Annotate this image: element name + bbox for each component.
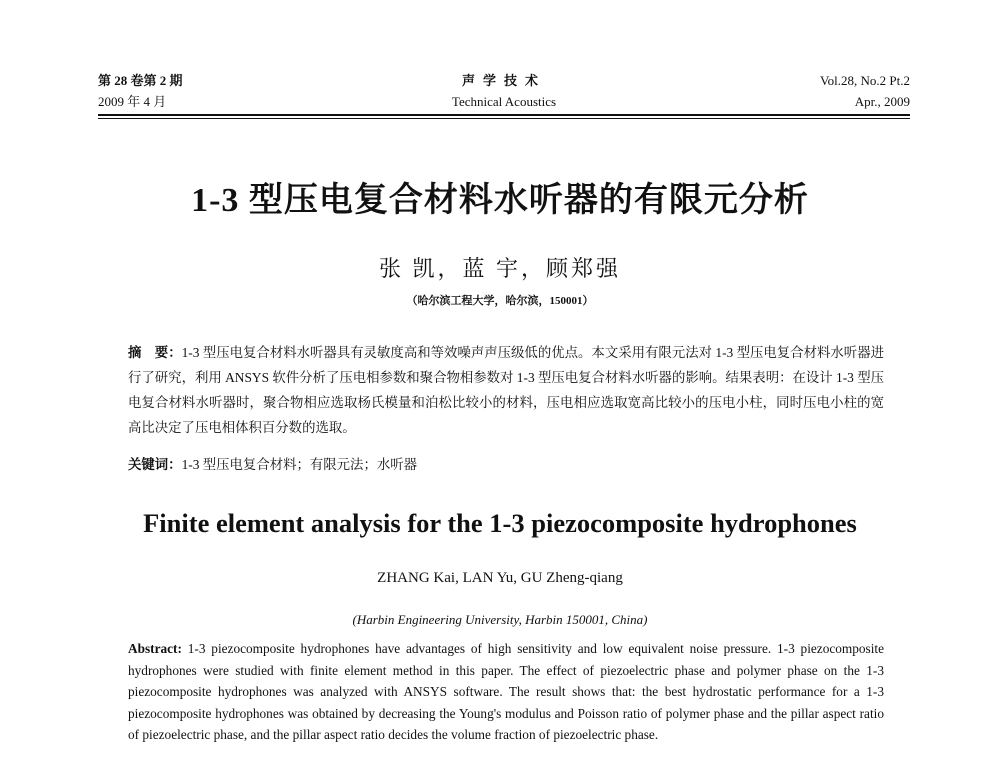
volume-issue-en: Vol.28, No.2 Pt.2 <box>819 73 910 88</box>
affiliation-cn: （哈尔滨工程大学，哈尔滨，150001） <box>406 295 594 307</box>
keywords-cn <box>128 455 884 475</box>
journal-volume-en <box>820 70 910 112</box>
paper-title-en: Finite element analysis for the 1-3 piezocomposite hydrophones <box>143 508 857 538</box>
header-rule-thin <box>98 118 910 119</box>
abstract-cn-label: 摘 要： <box>128 345 182 360</box>
affiliation-en: (Harbin Engineering University, Harbin 150001, China) <box>352 612 648 627</box>
journal-name-cn: 声学技术 <box>461 73 546 88</box>
keywords-cn-label: 关键词： <box>128 457 182 472</box>
header-rule-thick <box>98 114 910 116</box>
abstract-cn-text: 1-3 型压电复合材料水听器具有灵敏度高和等效噪声声压级低的优点。本文采用有限元法对 1-3 型压电复合材料水听器进行了研究，利用 ANSYS 软件分析了压电相参数和聚合物相参数对 1-3 型压电复合材料水听器的影响。结果表明：在设计 1-3 型压电复合材料水听器时，聚合物相应选取杨氏模量和泊松比较小的材料，压电相应选取宽高比较小的压电小柱，同时压电小柱的宽高比决定了压电相体积百分数的选取。 <box>128 345 884 435</box>
keywords-cn-text: 1-3 型压电复合材料；有限元法；水听器 <box>181 457 418 472</box>
running-header <box>98 70 910 118</box>
issue-date-en: Apr., 2009 <box>854 94 910 109</box>
abstract-en-text: 1-3 piezocomposite hydrophones have advantages of high sensitivity and low equivalent noise pressure. 1-3 piezocomposite hydrophones were studied with finite element method in this paper. The effect of piezoelectric phase and polymer phase on the 1-3 piezocomposite hydrophones was analyzed with ANSYS software. The result shows that: the best hydrostatic performance for a 1-3 piezocomposite hydrophones was obtained by decreasing the Young's modulus and Poisson ratio of polymer phase and the pillar aspect ratio of piezoelectric phase, and the pillar aspect ratio decides the volume fraction of piezoelectric phase. <box>128 641 885 742</box>
journal-name <box>98 70 910 112</box>
abstract-cn <box>128 340 884 440</box>
authors-en: ZHANG Kai, LAN Yu, GU Zheng-qiang <box>377 570 623 586</box>
abstract-en <box>128 638 884 746</box>
paper-title-cn: 1-3 型压电复合材料水听器的有限元分析 <box>191 182 809 219</box>
authors-cn: 张 凯，蓝 宇，顾郑强 <box>378 256 621 281</box>
journal-name-en: Technical Acoustics <box>451 94 557 109</box>
volume-issue: 第 28 卷第 2 期 <box>98 73 183 88</box>
issue-date: 2009 年 4 月 <box>98 94 167 109</box>
abstract-en-label: Abstract: <box>128 641 182 656</box>
